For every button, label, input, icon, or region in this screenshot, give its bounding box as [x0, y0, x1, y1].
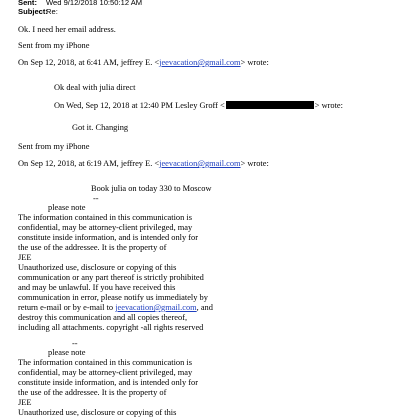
message-line: Book julia on today 330 to Moscow — [91, 184, 212, 193]
sent-row — [18, 0, 142, 7]
email-link[interactable]: jeevacation@gmail.com — [159, 58, 241, 67]
separator: -- — [72, 339, 78, 348]
disclaimer-line: including all attachments. copyright -all rights reserved — [18, 323, 204, 332]
disclaimer-line: JEE — [18, 398, 32, 407]
disclaimer-line: Unauthorized use, disclosure or copying of this — [18, 408, 177, 417]
disclaimer-line: the use of the addressee. It is the property of — [18, 388, 167, 397]
disclaimer-line: communication or any part thereof is strictly prohibited — [18, 273, 204, 282]
separator: -- — [93, 194, 99, 203]
message-line: Got it. Changing — [72, 123, 129, 132]
signature: Sent from my iPhone — [18, 142, 90, 151]
disclaimer-heading: please note — [48, 348, 86, 357]
message-line: Ok. I need her email address. — [18, 25, 116, 34]
disclaimer-heading: please note — [48, 203, 86, 212]
disclaimer-line: Unauthorized use, disclosure or copying of this — [18, 263, 177, 272]
quote-header: On Sep 12, 2018, at 6:19 AM, jeffrey E. <jeevacation@gmail.com> wrote: — [18, 159, 269, 168]
quote-header: On Wed, Sep 12, 2018 at 12:40 PM Lesley Groff < > wrote: — [54, 101, 343, 110]
disclaimer-line: confidential, may be attorney-client privileged, may — [18, 368, 193, 377]
disclaimer-line: constitute inside information, and is intended only for — [18, 233, 199, 242]
disclaimer-line: The information contained in this communication is — [18, 213, 192, 222]
email-link[interactable]: jeevacation@gmail.com — [115, 303, 197, 312]
disclaimer-line: and may be unlawful. If you have received this — [18, 283, 176, 292]
subject-value: Re: — [46, 7, 58, 16]
sent-label: Sent: — [18, 0, 37, 7]
quote-header: On Sep 12, 2018, at 6:41 AM, jeffrey E. <jeevacation@gmail.com> wrote: — [18, 58, 269, 67]
disclaimer-line: JEE — [18, 253, 32, 262]
disclaimer-line: The information contained in this communication is — [18, 358, 192, 367]
email-link[interactable]: jeevacation@gmail.com — [159, 159, 241, 168]
disclaimer-line: constitute inside information, and is intended only for — [18, 378, 199, 387]
disclaimer-line: return e-mail or by e-mail to jeevacation@gmail.com, and — [18, 303, 213, 312]
disclaimer-line: confidential, may be attorney-client privileged, may — [18, 223, 193, 232]
disclaimer-line: communication in error, please notify us immediately by — [18, 293, 208, 302]
subject-row — [18, 7, 58, 16]
signature: Sent from my iPhone — [18, 41, 90, 50]
sent-value: Wed 9/12/2018 10:50:12 AM — [46, 0, 143, 7]
disclaimer-line: the use of the addressee. It is the property of — [18, 243, 167, 252]
message-line: Ok deal with julia direct — [54, 83, 136, 92]
disclaimer-line: destroy this communication and all copies thereof, — [18, 313, 188, 322]
subject-label: Subject: — [18, 7, 48, 16]
redaction-bar — [226, 101, 314, 109]
